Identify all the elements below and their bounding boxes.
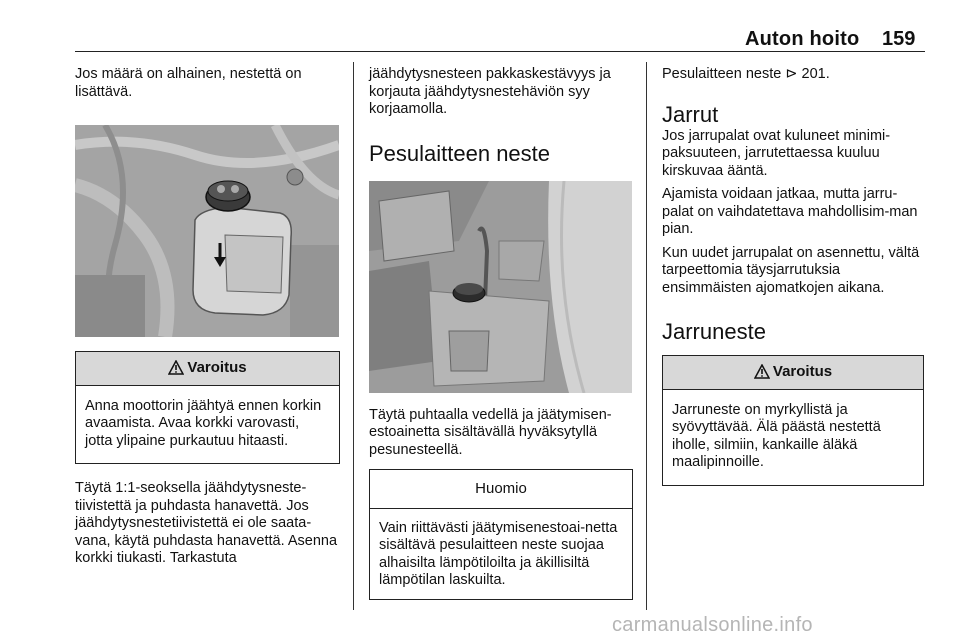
warning-box <box>75 351 340 464</box>
brakes-paragraph-1: Jos jarrupalat ovat kuluneet minimi-paksuuteen, jarrutettaessa kuuluu kirskuvaa ääntä. <box>662 127 891 179</box>
column-divider <box>646 62 647 610</box>
washer-reservoir-illustration <box>369 181 632 393</box>
coolant-fill-paragraph: Täytä 1:1-seoksella jäähdytysneste-tiivistettä ja puhdasta hanavettä. Jos jäähdytysnestetiivistettä ei ole saata-vana, käytä puhdasta hanavettä. Asenna korkki tiukasti. Tarkastuta <box>75 480 338 566</box>
watermark: carmanualsonline.info <box>612 614 813 636</box>
warning-text: Anna moottorin jäähtyä ennen korkin avaamista. Avaa korkki varovasti, jotta ylipaine purkautuu hitaasti. <box>85 397 322 449</box>
note-text: Vain riittävästi jäätymisenestoai-netta sisältävä pesulaitteen neste suojaa alhaisilta lämpötiloilta ja äkillisiltä lämpötilan laskuilta. <box>379 519 618 588</box>
running-header-title: Auton hoito <box>745 28 860 50</box>
section-heading-brake-fluid: Jarruneste <box>662 319 766 344</box>
column-divider <box>353 62 354 610</box>
note-title: Huomio <box>370 470 632 509</box>
warning-title: Varoitus <box>187 359 247 376</box>
brakes-paragraph-2: Ajamista voidaan jatkaa, mutta jarru-palat on vaihdatettava mahdollisim-man pian. <box>662 186 918 237</box>
section-heading-brakes: Jarrut <box>662 101 719 127</box>
warning-header <box>76 352 339 386</box>
cross-reference: Pesulaitteen neste ⊳ 201. <box>662 66 830 82</box>
brakes-paragraph-3: Kun uudet jarrupalat on asennettu, vältä tarpeettomia täysjarrutuksia ensimmäisten ajomatkojen aikana. <box>662 244 920 296</box>
warning-text: Jarruneste on myrkyllistä ja syövyttävää. Älä päästä nestettä iholle, silmiin, kankaille äläkä maalipinnoille. <box>672 401 881 470</box>
washer-fluid-paragraph: Täytä puhtaalla vedellä ja jäätymisen-estoainetta sisältävällä hyväksytyllä pesunesteellä. <box>369 406 612 458</box>
warning-header <box>663 356 923 390</box>
washer-reservoir-drawing <box>369 181 632 393</box>
intro-paragraph: Jos määrä on alhainen, nestettä on lisättävä. <box>75 66 302 100</box>
continued-paragraph: jäähdytysnesteen pakkaskestävyys ja korjauta jäähdytysnestehäviön syy korjaamolla. <box>369 66 611 117</box>
column-2 <box>369 66 633 600</box>
section-heading-washer-fluid: Pesulaitteen neste <box>369 140 551 166</box>
column-1 <box>75 66 340 568</box>
warning-triangle-icon <box>168 360 184 375</box>
warning-triangle-icon <box>754 364 770 379</box>
column-3 <box>662 66 924 486</box>
coolant-reservoir-drawing <box>75 125 339 337</box>
page-number: 159 <box>882 28 916 50</box>
warning-box <box>662 355 924 486</box>
header-rule <box>75 51 925 52</box>
coolant-reservoir-illustration <box>75 125 339 337</box>
note-box <box>369 469 633 600</box>
warning-title: Varoitus <box>772 363 833 380</box>
